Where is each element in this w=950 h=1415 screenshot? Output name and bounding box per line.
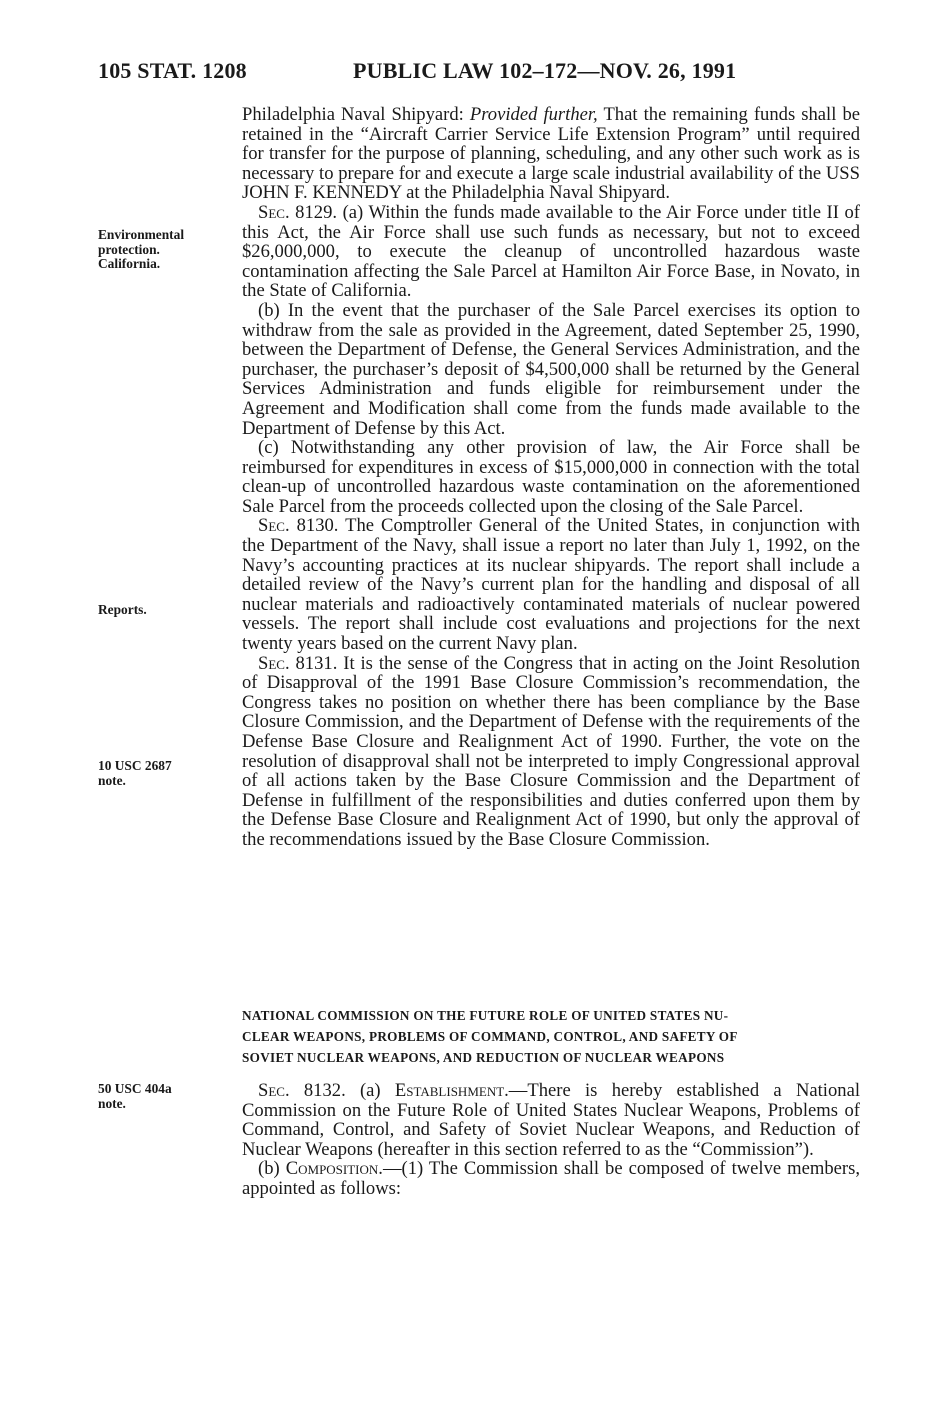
body-text-upper — [242, 105, 860, 850]
paragraph-sec-8132-a: Sec. 8132. (a) Establishment.—There is hereby established a National Commission on the Future Role of United States Nuclear Weapons, Problems of Command, Control, and Safety of Soviet Nuclear Weapons, and Reduction of Nuclear Weapons (hereafter in this section referred to as the “Commission”). — [242, 1080, 860, 1160]
margin-note-environmental: Environmental protection. California. — [98, 227, 185, 271]
paragraph-continuation: Philadelphia Naval Shipyard: Provided further, That the remaining funds shall be retained in the “Aircraft Carrier Service Life Extension Program” until required for transfer for the purpose of planning, scheduling, and any other such work as is necessary to prepare for and execute a large scale industrial availability of the USS JOHN F. KENNEDY at the Philadelphia Naval Shipyard. — [242, 104, 861, 204]
page-header — [98, 58, 860, 88]
running-title: PUBLIC LAW 102–172—NOV. 26, 1991 — [353, 58, 737, 83]
margin-note-reports: Reports. — [98, 602, 147, 617]
margin-note-10-usc-2687: 10 USC 2687 note. — [98, 758, 172, 788]
paragraph-sec-8131: Sec. 8131. It is the sense of the Congress that in acting on the Joint Resolution of Disapproval of the 1991 Base Closure Commission’s recommendation, the Congress takes no position on whether there has been compliance by the Base Closure Commission, and the Department of Defense with the requirements of the Defense Base Closure and Realignment Act of 1990. Further, the vote on the resolution of disapproval shall not be interpreted to imply Congressional approval of all actions taken by the Base Closure Commission and the Department of Defense in fulfillment of the responsibilities and duties conferred upon them by the Defense Base Closure and Realignment Act of 1990, but only the approval of the recommendations issued by the Base Closure Commission. — [242, 652, 860, 850]
paragraph-sec-8130: Sec. 8130. The Comptroller General of the United States, in conjunction with the Department of the Navy, shall issue a report no later than July 1, 1992, on the Navy’s accounting practices at its nuclear shipyards. The report shall include a detailed review of the Navy’s current plan for the handling and disposal of all nuclear materials and radioactively contaminated materials of nuclear powered vessels. The report shall include cost evaluations and projections for the next twenty years based on the current Navy plan. — [242, 515, 860, 655]
body-text-lower — [242, 1081, 860, 1199]
margin-note-50-usc-404a: 50 USC 404a note. — [98, 1081, 172, 1111]
paragraph-8129-b: (b) In the event that the purchaser of the Sale Parcel exercises its option to withdraw from the sale as provided in the Agreement, dated September 25, 1990, between the Department of Defense, the General Services Administration, and the purchaser, the purchaser’s deposit of $4,500,000 shall be returned by the General Services Administration and funds eligible for reimbursement under the Agreement and Modification shall come from the funds made available to the Department of Defense by this Act. — [242, 299, 860, 439]
paragraph-8129-c: (c) Notwithstanding any other provision of law, the Air Force shall be reimbursed for expenditures in excess of $15,000,000 in connection with the total clean-up of uncontrolled hazardous waste contamination on the aforementioned Sale Parcel from the proceeds collected upon the closing of the Sale Parcel. — [242, 437, 860, 517]
paragraph-sec-8132-b: (b) Composition.—(1) The Commission shall be composed of twelve members, appointed as follows: — [242, 1158, 860, 1199]
page-number: 105 STAT. 1208 — [98, 58, 247, 83]
paragraph-sec-8129: Sec. 8129. (a) Within the funds made available to the Air Force under title II of this Act, the Air Force shall use such funds as necessary, but not to exceed $26,000,000, to execute the cleanup of uncontrolled hazardous waste contamination affecting the Sale Parcel at Hamilton Air Force Base, in Novato, in the State of California. — [242, 201, 860, 302]
section-heading: NATIONAL COMMISSION ON THE FUTURE ROLE OF UNITED STATES NU- CLEAR WEAPONS, PROBLEMS OF COMMAND, CONTROL, AND SAFETY OF SOVIET NUCLEAR WEAPONS, AND REDUCTION OF NUCLEAR WEAPONS — [242, 1008, 738, 1065]
